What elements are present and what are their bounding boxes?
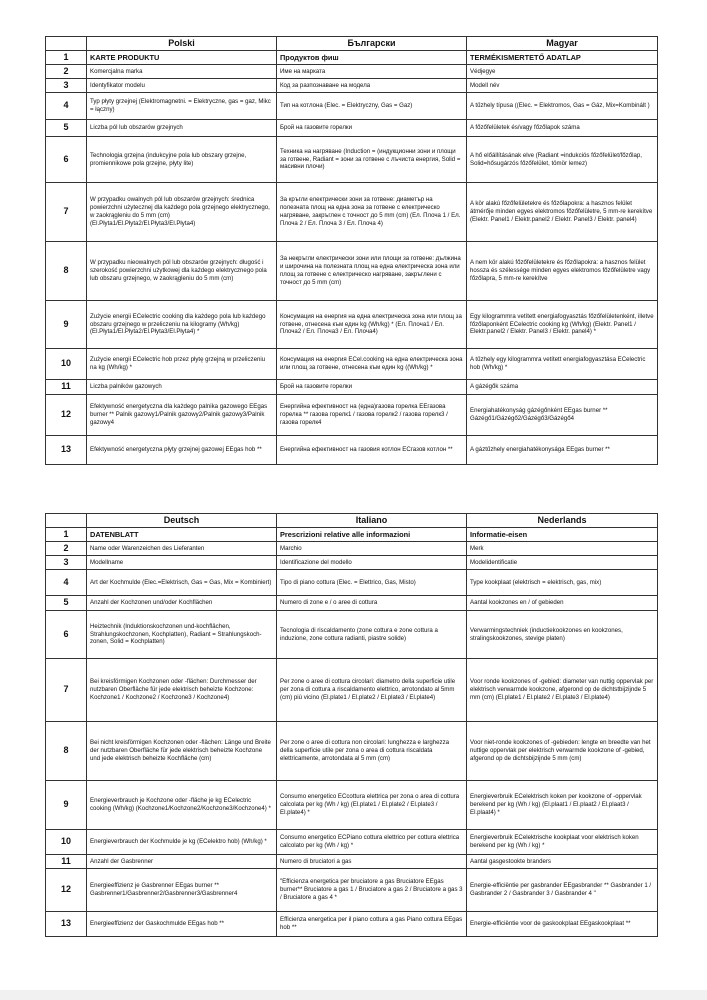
- table-cell: Liczba pól lub obszarów grzejnych: [87, 120, 277, 137]
- table-cell: Energieeffizienz je Gasbrenner EEgas burner ** Gasbrenner1/Gasbrenner2/Gasbrenner3/Gasbrenner4: [87, 869, 277, 912]
- table-cell: Numero di bruciatori a gas: [277, 855, 467, 869]
- table-row: [46, 659, 658, 722]
- table-cell: KARTE PRODUKTU: [87, 51, 277, 65]
- table-cell: Heiztechnik (Induktionskochzonen und-kochflächen, Strahlungskochzonen, Kochplatten), Radiant = Strahlungskoch-zonen, Solid = Kochplatten): [87, 611, 277, 659]
- table-header-row: [46, 514, 658, 528]
- table-cell: Energie-efficiëntie per gasbrander EEgasbrander ** Gasbrander 1 / Gasbrander 2 / Gasbrander 3 / Gasbrander 4 ": [467, 869, 658, 912]
- table-cell: Voor niet-ronde kookzones of -gebieden: lengte en breedte van het nuttige oppervlak per elektrisch verwarmde kookzone of -gebied, afgerond op de dichtsbijzijnde 5 mm (cm): [467, 722, 658, 781]
- table-cell: Tecnologia di riscaldamento (zone cottura e zone cottura a induzione, zone cottura radianti, piastre solide): [277, 611, 467, 659]
- header-cell: Български: [277, 37, 467, 51]
- table-cell: Consumo energetico ECPiano cottura elettrico per cottura elettrica calcolato per kg (Wh / kg) *: [277, 830, 467, 855]
- table-cell: Тип на котлона (Elec. = Elektryczny, Gas = Gaz): [277, 93, 467, 120]
- table-cell: Per zone o aree di cottura non circolari: lunghezza e larghezza della superficie utile per zona o area di cottura riscaldata elettricamente, arrotondata al 5 mm (cm): [277, 722, 467, 781]
- row-number: 2: [46, 65, 87, 79]
- row-number: 6: [46, 611, 87, 659]
- table-cell: A főzőfelületek és/vagy főzőlapok száma: [467, 120, 658, 137]
- table-cell: Art der Kochmulde (Elec.=Elektrisch, Gas = Gas, Mix = Kombiniert): [87, 570, 277, 596]
- table-row: [46, 380, 658, 395]
- table-row: [46, 781, 658, 830]
- table-cell: Енергийна ефективност на (една)газова горелка EEгазова горелка ** газова горелк1 / газова горелк2 / газова горелк3 / газова горелк4: [277, 395, 467, 436]
- row-number: 4: [46, 93, 87, 120]
- table-cell: Typ płyty grzejnej (Elektromagnetni. = Elektryczne, gas = gaz, Mikc = łączny): [87, 93, 277, 120]
- table-cell: Numero di zone e / o aree di cottura: [277, 596, 467, 611]
- table-cell: За кръгли електрически зони за готвене: диаметър на полезната площ на една зона за готвене с електрическо нагряване, закръглен с точност до 5 mm (cm) (Ел. Плоча 1 / Ел. Плоча 2 / Ел. Плоча 3 / Ел. Плоча 4): [277, 183, 467, 242]
- row-number: 3: [46, 79, 87, 93]
- table-row: [46, 830, 658, 855]
- table-cell: Modelidentificatie: [467, 556, 658, 570]
- table-cell: Informatie-eisen: [467, 528, 658, 542]
- table-row: [46, 93, 658, 120]
- table-row: [46, 51, 658, 65]
- table-cell: Verwarmingstechniek (inductiekookzones en kookzones, stralingskookzones, stevige platen): [467, 611, 658, 659]
- table-row: [46, 242, 658, 301]
- table-cell: Consumo energetico ECcottura elettrica per zona o area di cottura calcolata per kg (Wh / kg) (El.plate1 / El.plate2 / El.plate3 / El.plate4) *: [277, 781, 467, 830]
- table-cell: Efektywność energetyczna dla każdego palnika gazowego EEgas burner ** Palnik gazowy1/Palnik gazowy2/Palnik gazowy3/Palnik gazowy4: [87, 395, 277, 436]
- row-number: 6: [46, 137, 87, 183]
- fiche-table-2: [45, 513, 658, 937]
- table-header-row: [46, 37, 658, 51]
- row-number: 10: [46, 349, 87, 380]
- table-cell: Продуктов фиш: [277, 51, 467, 65]
- table-cell: A gáztűzhely energiahatékonysága EEgas burner **: [467, 436, 658, 465]
- table-cell: Energieverbrauch der Kochmulde je kg (ECelektro hob) (Wh/kg) *: [87, 830, 277, 855]
- row-number: 4: [46, 570, 87, 596]
- table-cell: Име на марката: [277, 65, 467, 79]
- table-cell: W przypadku nieowalnych pól lub obszarów grzejnych: długość i szerokość powierzchni użytkowej dla każdego elektrycznego pola lub obszaru grzejnego, w zaokrągleniu do 5 mm (cm): [87, 242, 277, 301]
- table-cell: DATENBLATT: [87, 528, 277, 542]
- table-cell: Energieeffizienz der Gaskochmulde EEgas hob **: [87, 912, 277, 937]
- table-cell: Anzahl der Gasbrenner: [87, 855, 277, 869]
- row-number: 1: [46, 528, 87, 542]
- table-row: [46, 137, 658, 183]
- header-blank-cell: [46, 514, 87, 528]
- row-number: 5: [46, 596, 87, 611]
- header-cell: Polski: [87, 37, 277, 51]
- table-cell: Energieverbrauch je Kochzone oder -fläche je kg ECelectric cooking (Wh/kg) (Kochzone1/Kochzone2/Kochzone3/Kochzone4) *: [87, 781, 277, 830]
- table-cell: Zużycie energii ECelectric hob przez płytę grzejną w przeliczeniu na kg (Wh/kg) *: [87, 349, 277, 380]
- table-cell: Liczba palników gazowych: [87, 380, 277, 395]
- table-cell: Anzahl der Kochzonen und/oder Kochflächen: [87, 596, 277, 611]
- table-cell: Bei nicht kreisförmigen Kochzonen oder -flächen: Länge und Breite der nutzbaren Oberfläche für jede elektrisch beheizte Kochzone und jede elektrisch beheizte Kochfläche (cm): [87, 722, 277, 781]
- row-number: 8: [46, 242, 87, 301]
- table-cell: Energieverbruik ECelektrische kookplaat voor elektrisch koken berekend per kg (Wh / kg) *: [467, 830, 658, 855]
- table-cell: "Efficienza energetica per bruciatore a gas Bruciatore EEgas burner** Bruciatore a gas 1 / Bruciatore a gas 2 / Bruciatore a gas 3 / Bruciatore a gas 4 *: [277, 869, 467, 912]
- table-row: [46, 855, 658, 869]
- table-cell: Zużycie energii ECelectric cooking dla każdego pola lub każdego obszaru grzejnego w przeliczeniu na kilogramy (Wh/kg) (El.Płyta1/El.Płyta2/El.Płyta3/El.Płyta4) *: [87, 301, 277, 349]
- row-number: 12: [46, 395, 87, 436]
- table-cell: A nem kör alakú főzőfelületekre és főzőlapokra: a hasznos felület hossza és szélessége minden egyes elektromos főzőfelületre vagy főzőlapra, 5 mm-re kerekítve: [467, 242, 658, 301]
- table-cell: За некръгли електрически зони или площи за готвене: дължина и широчина на полезната площ на една електрическа зона или площ за готвене с електрическо нагряване, закръглени с точност до 5 mm (cm): [277, 242, 467, 301]
- table-cell: Energiahatékonyság gázégőnként EEgas burner ** Gázégő1/Gázégő2/Gázégő3/Gázégő4: [467, 395, 658, 436]
- header-cell: Magyar: [467, 37, 658, 51]
- table-cell: Tipo di piano cottura (Elec. = Elettrico, Gas, Misto): [277, 570, 467, 596]
- table-cell: Name oder Warenzeichen des Lieferanten: [87, 542, 277, 556]
- table-row: [46, 395, 658, 436]
- table-row: [46, 912, 658, 937]
- table-cell: A kör alakú főzőfelületekre és főzőlapokra: a hasznos felület átmérője minden egyes elektromos főzőfelületre, 5 mm-re kerekítve (Elektr. Panel1 / Elektr.panel2 / Elektr. Panel3 / Elektr. panel4): [467, 183, 658, 242]
- table-cell: Technologia grzejna (indukcyjne pola lub obszary grzejne, promiennikowe pola grzejne, płyty lite): [87, 137, 277, 183]
- table-row: [46, 183, 658, 242]
- row-number: 8: [46, 722, 87, 781]
- row-number: 5: [46, 120, 87, 137]
- table-row: [46, 596, 658, 611]
- header-cell: Nederlands: [467, 514, 658, 528]
- table-cell: A tűzhely egy kilogrammra vetített energiafogyasztása ECelectric hob (Wh/kg) *: [467, 349, 658, 380]
- table-cell: TERMÉKISMERTETŐ ADATLAP: [467, 51, 658, 65]
- fiche-table-1: [45, 36, 658, 465]
- table-cell: Energie-efficiëntie voor de gaskookplaat EEgaskookplaat **: [467, 912, 658, 937]
- table-row: [46, 436, 658, 465]
- table-row: [46, 611, 658, 659]
- table-cell: Védjegye: [467, 65, 658, 79]
- header-cell: Deutsch: [87, 514, 277, 528]
- table-row: [46, 301, 658, 349]
- table-cell: Bei kreisförmigen Kochzonen oder -flächen: Durchmesser der nutzbaren Oberfläche für jede elektrisch beheizte Kochzone: Kochzone1 / Kochzone2 / Kochzone3 / Kochzone4): [87, 659, 277, 722]
- table-cell: Per zone o aree di cottura circolari: diametro della superficie utile per zona di cottura a riscaldamento elettrico, arrotondato al 5mm (cm) più vicino (El.plate1 / El.plate2 / El.plate3 / El.plate4): [277, 659, 467, 722]
- table-row: [46, 869, 658, 912]
- row-number: 7: [46, 659, 87, 722]
- table-cell: Енергийна ефективност на газовия котлон ECгазов котлон **: [277, 436, 467, 465]
- header-cell: Italiano: [277, 514, 467, 528]
- table-cell: Modell név: [467, 79, 658, 93]
- table-cell: Modellname: [87, 556, 277, 570]
- table-row: [46, 349, 658, 380]
- table-row: [46, 120, 658, 137]
- table-cell: A gázégők száma: [467, 380, 658, 395]
- table-cell: Aantal kookzones en / of gebieden: [467, 596, 658, 611]
- row-number: 11: [46, 380, 87, 395]
- row-number: 1: [46, 51, 87, 65]
- table-cell: Aantal gasgestookte branders: [467, 855, 658, 869]
- table-cell: Identyfikator modelu: [87, 79, 277, 93]
- row-number: 10: [46, 830, 87, 855]
- table-cell: Prescrizioni relative alle informazioni: [277, 528, 467, 542]
- table-row: [46, 65, 658, 79]
- table-cell: Efektywność energetyczna płyty grzejnej gazowej EEgas hob **: [87, 436, 277, 465]
- table-cell: Консумация на енергия на една електрическа зона или площ за готвене, отнесена към един kg (Wh/kg) * (Ел. Плоча1 / Ел. Плоча2 / Ел. Плоча3 / Ел. Плоча4): [277, 301, 467, 349]
- table-cell: Брой на газовите горелки: [277, 120, 467, 137]
- table-cell: Identificazione del modello: [277, 556, 467, 570]
- row-number: 7: [46, 183, 87, 242]
- page-bottom-edge: [0, 990, 707, 1000]
- table-row: [46, 528, 658, 542]
- row-number: 13: [46, 912, 87, 937]
- table-cell: Energieverbruik ECelektrisch koken per kookzone of -oppervlak berekend per kg (Wh / kg) (El.plaat1 / El.plaat2 / El.plaat3 / El.plaat4) *: [467, 781, 658, 830]
- table-cell: A hő előállításának elve (Radiant =indukciós főzőfelület/főzőlap, Solid=hősugárzós főzőfelület, tömör lemez): [467, 137, 658, 183]
- table-row: [46, 542, 658, 556]
- row-number: 3: [46, 556, 87, 570]
- table-row: [46, 722, 658, 781]
- table-row: [46, 570, 658, 596]
- row-number: 13: [46, 436, 87, 465]
- row-number: 12: [46, 869, 87, 912]
- header-blank-cell: [46, 37, 87, 51]
- table-cell: Консумация на енергия ECel.cooking на една електрическа зона или площ за готвене, отнесена към един kg ((Wh/kg) *: [277, 349, 467, 380]
- row-number: 2: [46, 542, 87, 556]
- table-cell: Брой на газовите горелки: [277, 380, 467, 395]
- row-number: 9: [46, 301, 87, 349]
- table-cell: Efficienza energetica per il piano cottura a gas Piano cottura EEgas hob **: [277, 912, 467, 937]
- table-cell: Marchio: [277, 542, 467, 556]
- table-cell: Egy kilogrammra vetített energiafogyasztás főzőfelületenként, illetve főzőlaponként ECelectric cooking kg (Wh/kg) (Elektr. Panel1 / Elektr.panel2 / Elektr. Panel3 / Elektr. panel4) *: [467, 301, 658, 349]
- row-number: 9: [46, 781, 87, 830]
- table-cell: Код за разпознаване на модела: [277, 79, 467, 93]
- table-cell: A tűzhely típusa ((Elec. = Elektromos, Gas = Gáz, Mix=Kombinált ): [467, 93, 658, 120]
- row-number: 11: [46, 855, 87, 869]
- table-cell: W przypadku owalnych pól lub obszarów grzejnych: średnica powierzchni użytecznej dla każdego pola grzejnego elektrycznego, w zaokrągleniu do 5 mm (cm) (El.Płyta1/El.Płyta2/El.Płyta3/El.Płyta4): [87, 183, 277, 242]
- table-cell: Komercjalna marka: [87, 65, 277, 79]
- table-row: [46, 79, 658, 93]
- table-row: [46, 556, 658, 570]
- table-cell: Техника на нагряване (Induction = (индукционни зони и площи за готвене, Radiant = зони за готвене с лъчиста енергия, Solid = масивни плочи): [277, 137, 467, 183]
- table-cell: Merk: [467, 542, 658, 556]
- table-cell: Voor ronde kookzones of -gebied: diameter van nuttig oppervlak per elektrisch verwarmde kookzone, afgerond op de dichtstbijzijnde 5 mm (cm) (El.plate1 / El.plate2 / El.plate3 / El.plate4): [467, 659, 658, 722]
- table-cell: Type kookplaat (elektrisch = elektrisch, gas, mix): [467, 570, 658, 596]
